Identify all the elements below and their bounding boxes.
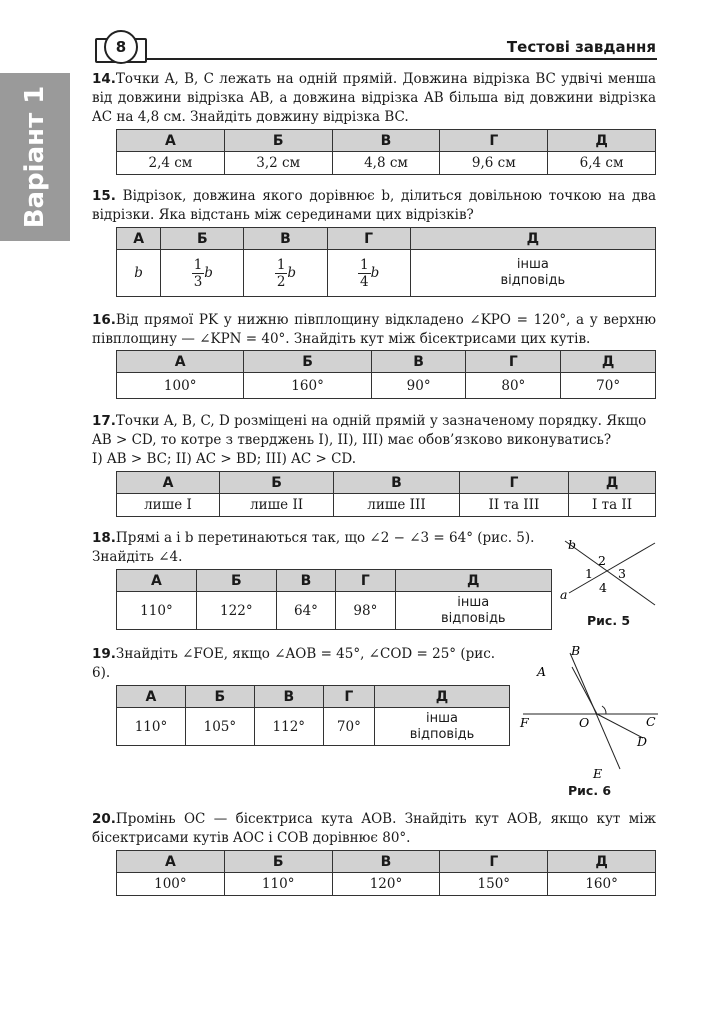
answer-text: відповідь bbox=[440, 610, 506, 626]
answer-text: інша bbox=[457, 594, 490, 610]
angle-arc bbox=[602, 706, 606, 714]
option-letter: Г bbox=[323, 686, 374, 708]
figure-6 bbox=[515, 643, 665, 783]
answer-option[interactable]: 90° bbox=[371, 373, 466, 399]
option-letter: Б bbox=[224, 130, 332, 152]
fraction bbox=[275, 257, 288, 290]
question-text: Промінь OC — бісектриса кута AOB. Знайдіть кут AOB, якщо кут між бісектрисами кутів AOC і COB дорівнює 80°. bbox=[92, 811, 661, 846]
answer-option[interactable]: 112° bbox=[254, 708, 323, 746]
answer-table-19 bbox=[116, 685, 510, 746]
answer-option[interactable]: 110° bbox=[117, 708, 186, 746]
option-letter: В bbox=[244, 228, 327, 250]
answer-option[interactable] bbox=[244, 250, 327, 297]
answer-table-18 bbox=[116, 569, 552, 630]
variant-sidebar bbox=[0, 73, 70, 241]
label-e: E bbox=[593, 766, 603, 781]
denominator: 4 bbox=[359, 273, 369, 290]
question-number: 20. bbox=[92, 811, 116, 827]
fraction bbox=[192, 257, 205, 290]
question-number: 16. bbox=[92, 312, 116, 328]
option-letter: В bbox=[332, 130, 440, 152]
option-letter: Г bbox=[459, 472, 568, 494]
question-number: 19. bbox=[92, 646, 116, 662]
option-letter: А bbox=[117, 351, 244, 373]
answer-option[interactable]: 110° bbox=[224, 873, 332, 896]
option-letter: В bbox=[254, 686, 323, 708]
label-f: F bbox=[520, 715, 529, 730]
variant-label: Варіант 1 bbox=[20, 85, 50, 229]
answer-option[interactable]: лише III bbox=[334, 494, 460, 517]
answer-option[interactable]: 98° bbox=[336, 592, 395, 630]
option-letter: Б bbox=[224, 851, 332, 873]
option-letter: Б bbox=[244, 351, 371, 373]
question-20 bbox=[92, 810, 661, 848]
angle-label-3: 3 bbox=[618, 566, 626, 581]
question-number: 14. bbox=[92, 71, 116, 87]
answer-option[interactable]: 120° bbox=[332, 873, 440, 896]
option-letter: А bbox=[117, 570, 197, 592]
answer-table-17 bbox=[116, 471, 656, 517]
label-b: b bbox=[568, 537, 577, 552]
option-letter: В bbox=[332, 851, 440, 873]
answer-option[interactable]: 122° bbox=[196, 592, 276, 630]
answer-variable: b bbox=[370, 264, 380, 281]
numerator: 1 bbox=[193, 256, 203, 273]
question-14 bbox=[92, 70, 661, 127]
figure-5-caption: Рис. 5 bbox=[587, 613, 631, 628]
fraction bbox=[358, 257, 371, 290]
label-b: B bbox=[571, 643, 581, 658]
answer-text: відповідь bbox=[500, 273, 566, 288]
question-number: 15. bbox=[92, 188, 116, 204]
answer-option[interactable] bbox=[161, 250, 244, 297]
answer-table-16 bbox=[116, 350, 656, 399]
figure-6-caption: Рис. 6 bbox=[568, 783, 612, 798]
question-text: Прямі a і b перетинаються так, що ∠2 − ∠3 = 64° (рис. 5). Знайдіть ∠4. bbox=[92, 530, 539, 565]
figure-5 bbox=[555, 533, 665, 613]
answer-option[interactable]: 160° bbox=[548, 873, 656, 896]
answer-variable: b bbox=[287, 264, 297, 281]
angle-label-1: 1 bbox=[585, 566, 593, 581]
option-letter: В bbox=[276, 570, 335, 592]
answer-option[interactable] bbox=[395, 592, 551, 630]
question-18 bbox=[92, 529, 547, 567]
option-letter: А bbox=[117, 472, 220, 494]
answer-option[interactable]: 110° bbox=[117, 592, 197, 630]
answer-option[interactable]: лише I bbox=[117, 494, 220, 517]
line-a bbox=[569, 543, 655, 593]
denominator: 2 bbox=[276, 273, 286, 290]
answer-text: відповідь bbox=[409, 726, 475, 742]
page-number: 8 bbox=[104, 30, 138, 64]
answer-option[interactable]: I та II bbox=[569, 494, 656, 517]
option-letter: Б bbox=[219, 472, 333, 494]
answer-option[interactable]: 6,4 см bbox=[548, 152, 656, 175]
answer-option[interactable]: 70° bbox=[561, 373, 656, 399]
answer-option[interactable]: 3,2 см bbox=[224, 152, 332, 175]
numerator: 1 bbox=[276, 256, 286, 273]
option-letter: Д bbox=[410, 228, 655, 250]
question-text: Знайдіть ∠FOE, якщо ∠AOB = 45°, ∠COD = 25° (рис. 6). bbox=[92, 646, 500, 681]
answer-variable: b bbox=[134, 265, 143, 281]
answer-option[interactable] bbox=[117, 250, 161, 297]
label-d: D bbox=[637, 734, 648, 749]
answer-option[interactable]: 9,6 см bbox=[440, 152, 548, 175]
label-o: O bbox=[579, 715, 590, 730]
option-letter: Б bbox=[196, 570, 276, 592]
answer-table-15 bbox=[116, 227, 656, 297]
option-letter: В bbox=[334, 472, 460, 494]
option-letter: Д bbox=[569, 472, 656, 494]
answer-text: інша bbox=[426, 710, 458, 726]
label-a: a bbox=[560, 587, 568, 602]
answer-table-14 bbox=[116, 129, 656, 175]
answer-table-20 bbox=[116, 850, 656, 896]
option-letter: А bbox=[117, 130, 225, 152]
option-letter: Г bbox=[440, 130, 548, 152]
option-letter: Д bbox=[548, 130, 656, 152]
denominator: 3 bbox=[193, 273, 203, 290]
answer-text: інша bbox=[516, 257, 549, 272]
angle-label-2: 2 bbox=[598, 553, 606, 568]
answer-option[interactable]: 80° bbox=[466, 373, 561, 399]
answer-option[interactable]: 4,8 см bbox=[332, 152, 440, 175]
option-letter: Д bbox=[561, 351, 656, 373]
question-15 bbox=[92, 187, 661, 225]
answer-option[interactable]: 100° bbox=[117, 873, 225, 896]
answer-option[interactable]: 160° bbox=[244, 373, 371, 399]
option-letter: Д bbox=[548, 851, 656, 873]
option-letter: В bbox=[371, 351, 466, 373]
answer-option[interactable]: 150° bbox=[440, 873, 548, 896]
option-letter: Г bbox=[466, 351, 561, 373]
answer-option[interactable]: 64° bbox=[276, 592, 335, 630]
answer-option[interactable]: 100° bbox=[117, 373, 244, 399]
option-letter: Г bbox=[440, 851, 548, 873]
header-rule bbox=[95, 58, 657, 60]
answer-option[interactable]: 2,4 см bbox=[117, 152, 225, 175]
numerator: 1 bbox=[359, 256, 369, 273]
question-number: 17. bbox=[92, 413, 116, 429]
answer-option[interactable] bbox=[375, 708, 510, 746]
option-letter: А bbox=[117, 686, 186, 708]
option-letter: А bbox=[117, 228, 161, 250]
answer-option[interactable] bbox=[410, 250, 655, 297]
question-text: Відрізок, довжина якого дорівнює b, ділиться довільною точкою на два відрізки. Яка відстань між серединами цих відрізків? bbox=[92, 188, 661, 223]
page-title: Тестові завдання bbox=[506, 38, 656, 56]
answer-option[interactable]: II та III bbox=[459, 494, 568, 517]
question-17 bbox=[92, 412, 656, 469]
question-text: Від прямої PK у нижню півплощину відкладено ∠KPO = 120°, а у верхню півплощину — ∠KPN = 40°. Знайдіть кут між бісектрисами цих кутів. bbox=[92, 312, 661, 347]
question-number: 18. bbox=[92, 530, 116, 546]
answer-option[interactable]: лише II bbox=[219, 494, 333, 517]
label-a: A bbox=[537, 664, 547, 679]
option-letter: Г bbox=[336, 570, 395, 592]
answer-option[interactable]: 105° bbox=[185, 708, 254, 746]
answer-variable: b bbox=[204, 264, 213, 281]
answer-option[interactable]: 70° bbox=[323, 708, 374, 746]
option-letter: Г bbox=[327, 228, 410, 250]
question-text: Точки A, B, C, D розміщені на одній прямій у зазначеному порядку. Якщо AB > CD, то котре з тверджень I), II), III) має обов’язково виконуватись? I) AB > BC; II) AC > BD; III) AC > CD. bbox=[92, 413, 647, 467]
answer-option[interactable] bbox=[327, 250, 410, 297]
question-text: Точки A, B, C лежать на одній прямій. Довжина відрізка BC удвічі менша від довжини відрізка AB, а довжина відрізка AB більша від довжини відрізка AC на 4,8 см. Знайдіть довжину відрізка BC. bbox=[92, 71, 661, 125]
question-16 bbox=[92, 311, 661, 349]
option-letter: Д bbox=[375, 686, 510, 708]
angle-label-4: 4 bbox=[599, 580, 607, 595]
label-c: C bbox=[646, 714, 656, 729]
option-letter: Д bbox=[395, 570, 551, 592]
option-letter: Б bbox=[185, 686, 254, 708]
ray-ob bbox=[572, 667, 597, 714]
question-19 bbox=[92, 645, 512, 683]
option-letter: А bbox=[117, 851, 225, 873]
option-letter: Б bbox=[161, 228, 244, 250]
